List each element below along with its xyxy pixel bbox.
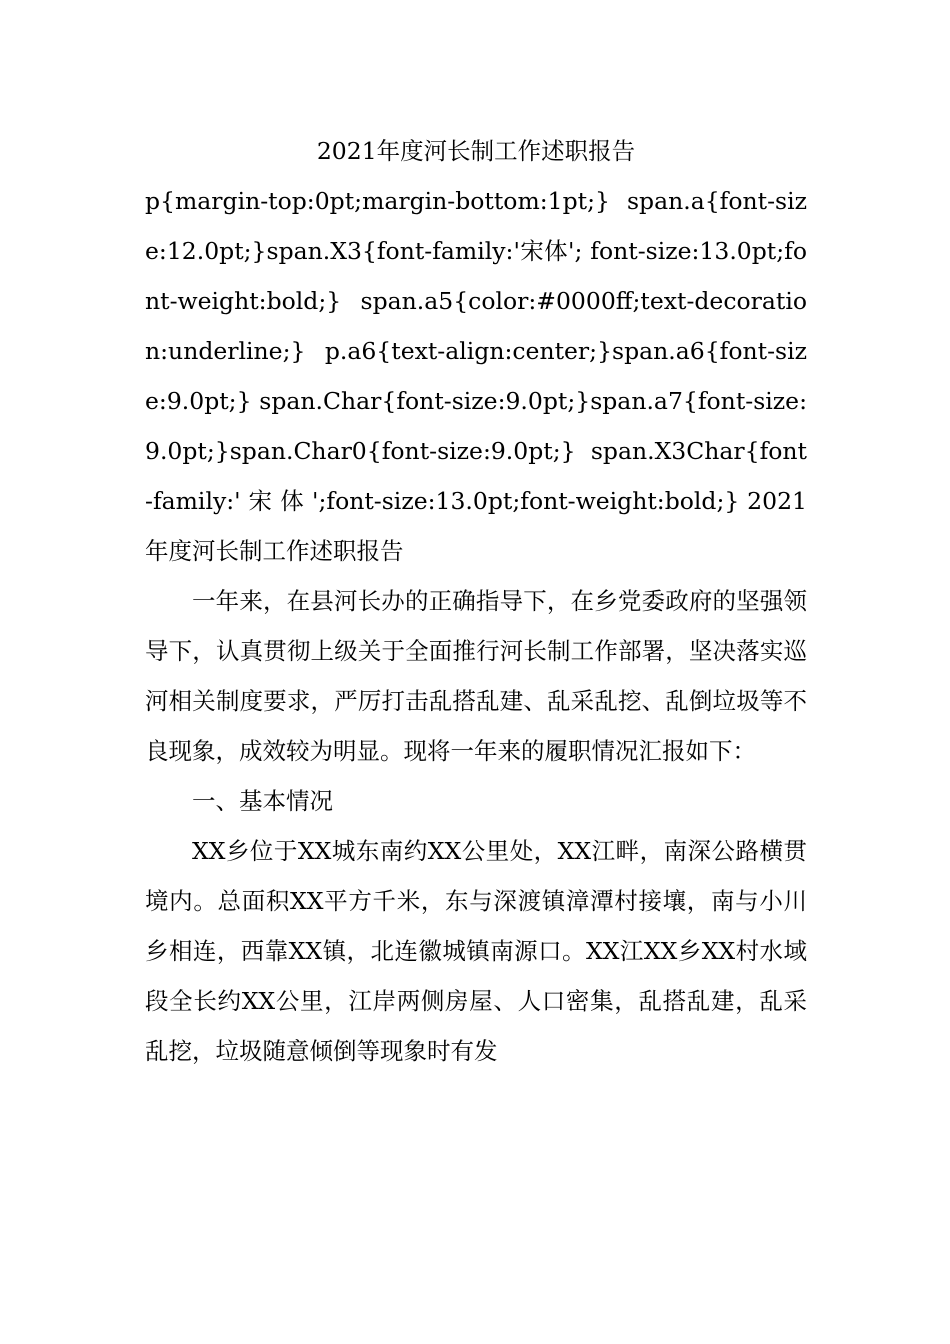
document-title: 2021年度河长制工作述职报告 — [316, 137, 636, 165]
basic-info-paragraph: XX乡位于XX城东南约XX公里处，XX江畔，南深公路横贯境内。总面积XX平方千米，东与深渡镇漳潭村接壤，南与小川乡相连，西靠XX镇，北连徽城镇南源口。XX江XX乡XX村水域段全长约XX公里，江岸两侧房屋、人口密集，乱搭乱建，乱采乱挖，垃圾随意倾倒等现象时有发 — [145, 837, 807, 1065]
stray-css-text: p{margin-top:0pt;margin-bottom:1pt;} span.a{font-size:12.0pt;}span.X3{font-family:'宋体'; font-size:13.0pt;font-weight:bold;} span.a5{color:#0000ff;text-decoration:underline;} p.a6{text-align:center;}span.a6{font-size:9.0pt;} span.Char{font-size:9.0pt;}span.a7{font-size:9.0pt;}span.Char0{font-size:9.0pt;} span.X3Char{font-family:' 宋 体 ';font-size:13.0pt;font-weight:bold;} 2021年度河长制工作述职报告 — [145, 187, 807, 565]
document-body — [145, 126, 807, 1076]
intro-paragraph: 一年来，在县河长办的正确指导下，在乡党委政府的坚强领导下，认真贯彻上级关于全面推行河长制工作部署，坚决落实巡河相关制度要求，严厉打击乱搭乱建、乱采乱挖、乱倒垃圾等不良现象，成效较为明显。现将一年来的履职情况汇报如下： — [145, 587, 807, 765]
section-heading-basic-info: 一、基本情况 — [192, 787, 333, 815]
